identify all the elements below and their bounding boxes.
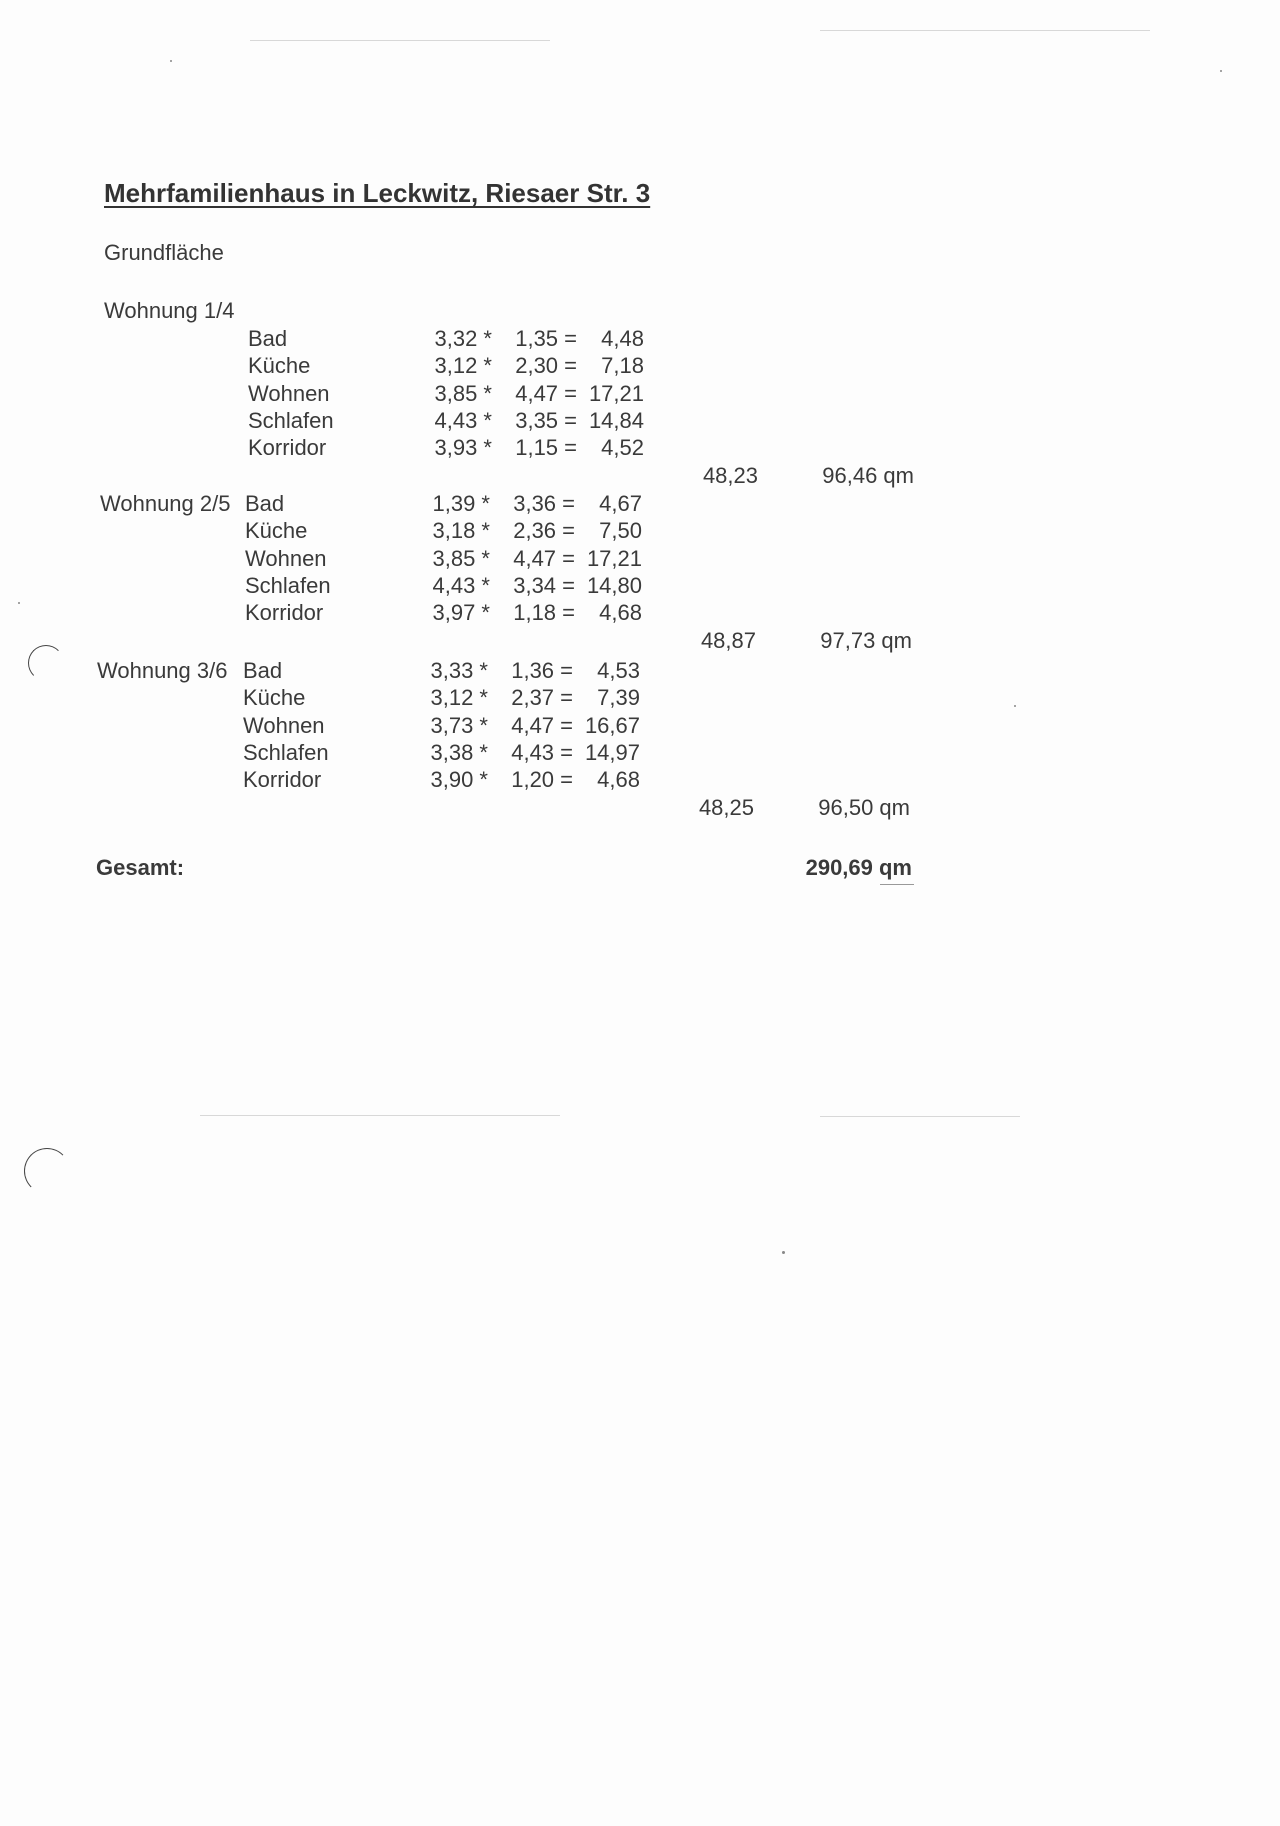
room-length: 3,38 * [430,740,488,765]
room-name: Bad [243,658,283,683]
room-area: 4,52 [601,435,644,460]
room-width: 4,47 = [513,546,575,571]
room-area: 17,21 [586,546,642,571]
room-width: 1,36 = [511,658,573,683]
room-width: 3,35 = [515,408,577,433]
room-area: 4,67 [599,491,642,516]
room-name: Wohnen [248,381,330,406]
room-area: 7,39 [597,685,640,710]
room-width: 4,43 = [511,740,573,765]
room-width: 3,34 = [513,573,575,598]
room-length: 3,12 * [430,685,488,710]
room-width: 2,37 = [511,685,573,710]
room-width: 3,36 = [513,491,575,516]
room-length: 4,43 * [434,408,492,433]
room-name: Korridor [245,600,324,625]
punch-hole-mark [24,1148,70,1194]
room-length: 3,85 * [432,546,490,571]
room-length: 3,97 * [432,600,490,625]
unit-label: Wohnung 2/5 [100,491,231,516]
unit-subtotal: 48,25 [698,795,754,820]
room-name: Küche [248,353,311,378]
scan-artifact [820,30,1150,31]
room-width: 1,20 = [511,767,573,792]
room-name: Wohnen [243,713,325,738]
room-length: 3,18 * [432,518,490,543]
grand-total-label: Gesamt: [96,855,185,880]
room-name: Schlafen [243,740,329,765]
punch-hole-mark [28,645,64,681]
scan-speck [170,60,172,62]
room-area: 14,84 [588,408,644,433]
unit-total: 96,46 qm [822,463,914,488]
scan-artifact [820,1116,1020,1117]
unit-subtotal: 48,87 [700,628,756,653]
room-area: 4,53 [597,658,640,683]
room-area: 16,67 [584,713,640,738]
room-length: 3,93 * [434,435,492,460]
room-width: 2,36 = [513,518,575,543]
room-length: 1,39 * [432,491,490,516]
room-width: 1,15 = [515,435,577,460]
room-area: 7,18 [601,353,644,378]
room-area: 7,50 [599,518,642,543]
room-width: 4,47 = [511,713,573,738]
room-name: Küche [245,518,308,543]
room-length: 3,90 * [430,767,488,792]
room-name: Korridor [243,767,322,792]
room-name: Korridor [248,435,327,460]
unit-label: Wohnung 3/6 [97,658,228,683]
room-name: Bad [245,491,285,516]
scan-speck [1014,705,1016,707]
room-width: 4,47 = [515,381,577,406]
room-area: 4,68 [599,600,642,625]
room-length: 3,32 * [434,326,492,351]
room-name: Schlafen [245,573,331,598]
scan-artifact [250,40,550,41]
page-title: Mehrfamilienhaus in Leckwitz, Riesaer Str. 3 [104,178,651,208]
room-width: 1,35 = [515,326,577,351]
grand-total-value: 290,69 qm [805,855,912,880]
room-area: 17,21 [588,381,644,406]
underline-mark [880,884,914,885]
unit-subtotal: 48,23 [702,463,758,488]
room-name: Schlafen [248,408,334,433]
scan-speck [782,1251,785,1254]
room-area: 14,97 [584,740,640,765]
room-area: 4,68 [597,767,640,792]
room-length: 4,43 * [432,573,490,598]
scan-artifact [200,1115,560,1116]
unit-total: 97,73 qm [820,628,912,653]
room-name: Wohnen [245,546,327,571]
room-length: 3,85 * [434,381,492,406]
room-length: 3,12 * [434,353,492,378]
room-length: 3,73 * [430,713,488,738]
section-subtitle: Grundfläche [104,240,224,265]
room-width: 1,18 = [513,600,575,625]
room-name: Küche [243,685,306,710]
room-name: Bad [248,326,288,351]
scan-speck [1220,70,1222,72]
scan-speck [18,602,20,604]
unit-total: 96,50 qm [818,795,910,820]
room-length: 3,33 * [430,658,488,683]
room-width: 2,30 = [515,353,577,378]
room-area: 4,48 [601,326,644,351]
unit-label: Wohnung 1/4 [104,298,235,323]
room-area: 14,80 [586,573,642,598]
